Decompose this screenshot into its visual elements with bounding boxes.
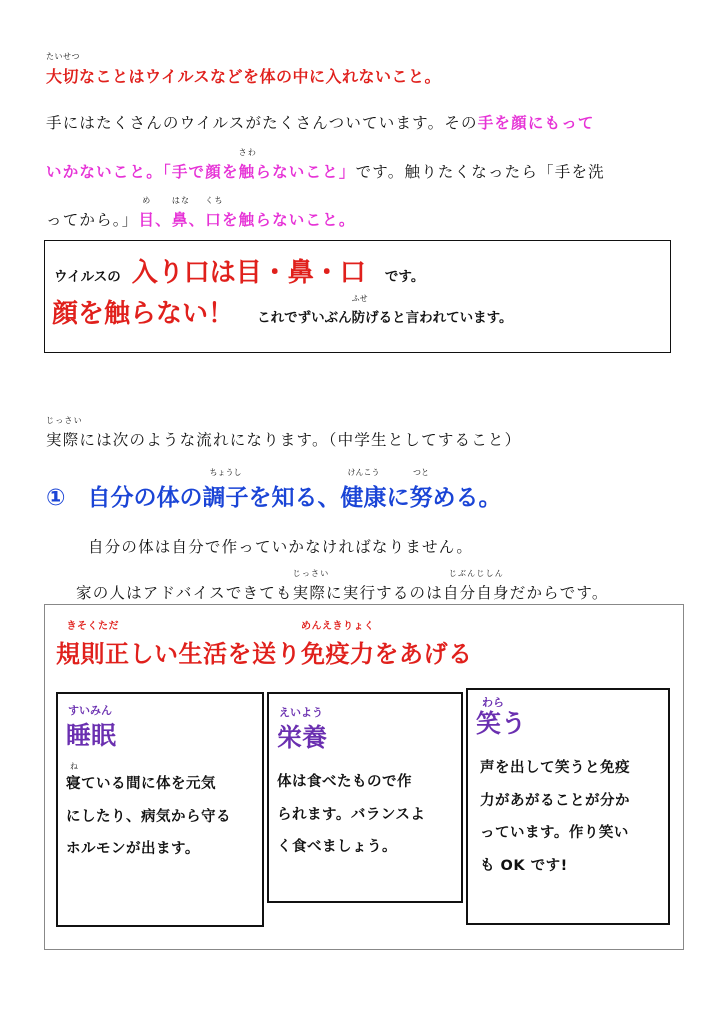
ruby: けんこう xyxy=(347,468,380,477)
family-line xyxy=(76,569,609,603)
sleep-line: ホルモンが出ます。 xyxy=(66,841,200,858)
laugh-line: っています。作り笑い xyxy=(480,825,629,842)
ruby: たいせつ xyxy=(46,52,80,61)
lifestyle-title xyxy=(56,621,473,669)
family-text: だからです。 xyxy=(509,584,609,602)
heading-text: を知る、 xyxy=(248,485,341,511)
ruby: はな xyxy=(171,196,191,205)
title-rest: なことはウイルスなどを体の中に入れないこと。 xyxy=(79,67,442,86)
sleep-ruby: すいみん xyxy=(68,704,112,717)
ruby: めんえきりょく xyxy=(301,621,375,632)
self-line: 自分の体は自分で作っていかなければなりません。 xyxy=(88,538,474,556)
nutrition-card xyxy=(267,692,463,903)
heading-text: 努 xyxy=(409,485,433,511)
intro-line-1 xyxy=(46,111,595,133)
page-title xyxy=(46,52,442,87)
box1-line-1 xyxy=(54,252,424,289)
lifestyle-title-text: をあげる xyxy=(374,640,473,668)
ruby: つと xyxy=(412,468,429,477)
intro-line-2 xyxy=(46,148,605,182)
intro-highlight: を触らないこと。 xyxy=(221,211,356,229)
intro-highlight: いかないこと。 xyxy=(46,163,163,181)
laugh-text xyxy=(480,752,630,883)
ruby: じっさい xyxy=(46,416,83,425)
ruby: ね xyxy=(70,762,79,771)
ruby: ちょうし xyxy=(209,468,242,477)
ruby: め xyxy=(142,196,152,205)
sleep-line: にしたり、病気から守る xyxy=(66,808,231,825)
section-1-heading xyxy=(46,468,502,512)
box1-face: 顔を触らない！ xyxy=(52,299,235,329)
intro-highlight: 口 xyxy=(205,211,222,229)
nutrition-line: く食べましょう。 xyxy=(277,839,397,856)
sleep-title: 睡眠 xyxy=(66,721,117,750)
lifestyle-title-text: 免疫力 xyxy=(301,640,375,668)
intro-highlight: 触 xyxy=(238,163,256,181)
family-text: 自分自身 xyxy=(442,584,510,602)
laugh-card xyxy=(466,688,670,925)
ruby: じぶんじしん xyxy=(448,569,504,578)
ruby: ふせ xyxy=(351,294,368,303)
intro-text: です。触りたくなったら「手を洗 xyxy=(355,163,605,181)
sleep-card xyxy=(56,692,264,927)
section-number: ① xyxy=(46,485,66,511)
lifestyle-title-text: しい生活を送り xyxy=(129,640,301,668)
intro-highlight: 、 xyxy=(188,211,206,229)
intro-text: 手にはたくさんのウイルスがたくさんついています。その xyxy=(46,114,478,132)
intro-highlight: 、 xyxy=(155,211,172,229)
family-text: 実際 xyxy=(292,584,327,602)
intro-highlight: 目 xyxy=(138,211,156,229)
ruby: くち xyxy=(205,196,224,205)
heading-text: める。 xyxy=(432,485,502,511)
title-word: 大切 xyxy=(46,67,80,86)
box1-tail: 防 xyxy=(351,310,366,326)
heading-text: 健康 xyxy=(340,485,387,511)
intro-highlight: 鼻 xyxy=(171,211,189,229)
nutrition-line: られます。バランスよ xyxy=(277,806,426,823)
sleep-line: 寝ている間に体を元気 xyxy=(66,776,216,792)
box1-tail: これでずいぶん xyxy=(257,310,352,326)
laugh-line: 力があがることが分か xyxy=(480,792,630,809)
lifestyle-title-text: 規則正 xyxy=(56,640,130,668)
intro-highlight: 手を顔にもって xyxy=(477,114,595,132)
intro-line-3 xyxy=(46,196,356,230)
heading-text: に xyxy=(386,485,410,511)
actual-line xyxy=(46,416,522,450)
box1-line-2 xyxy=(52,293,513,330)
actual-rest: には次のような流れになります。（中学生としてすること） xyxy=(79,431,522,449)
box1-tail: げると言われています。 xyxy=(365,310,513,326)
family-text: に実行するのは xyxy=(326,584,443,602)
laugh-line: 声を出して笑うと免疫 xyxy=(480,760,630,776)
ruby: さわ xyxy=(238,148,258,157)
laugh-title: 笑う xyxy=(476,709,527,738)
laugh-ruby: わら xyxy=(482,696,504,709)
ruby: きそくただ xyxy=(66,621,119,632)
box1-entry: 入り口は目・鼻・口 xyxy=(131,258,366,288)
intro-text: ってから。」 xyxy=(46,211,139,229)
nutrition-ruby: えいよう xyxy=(279,706,323,719)
nutrition-line: 体は食べたもので作 xyxy=(277,774,412,790)
laugh-line: も OK です! xyxy=(480,857,568,874)
nutrition-title: 栄養 xyxy=(277,723,328,752)
intro-highlight: 「手で顔を xyxy=(162,163,239,181)
family-text: 家の人はアドバイスできても xyxy=(76,584,293,602)
actual-word: 実際 xyxy=(46,431,80,449)
box1-lead: ウイルスの xyxy=(54,269,121,285)
heading-text: 調子 xyxy=(202,485,249,511)
intro-highlight: らないこと」 xyxy=(255,163,356,181)
box1-desu: です。 xyxy=(384,269,425,285)
ruby: じっさい xyxy=(292,569,330,578)
nutrition-text xyxy=(277,766,425,864)
sleep-text xyxy=(66,762,231,866)
heading-text: 自分の体の xyxy=(87,485,203,511)
